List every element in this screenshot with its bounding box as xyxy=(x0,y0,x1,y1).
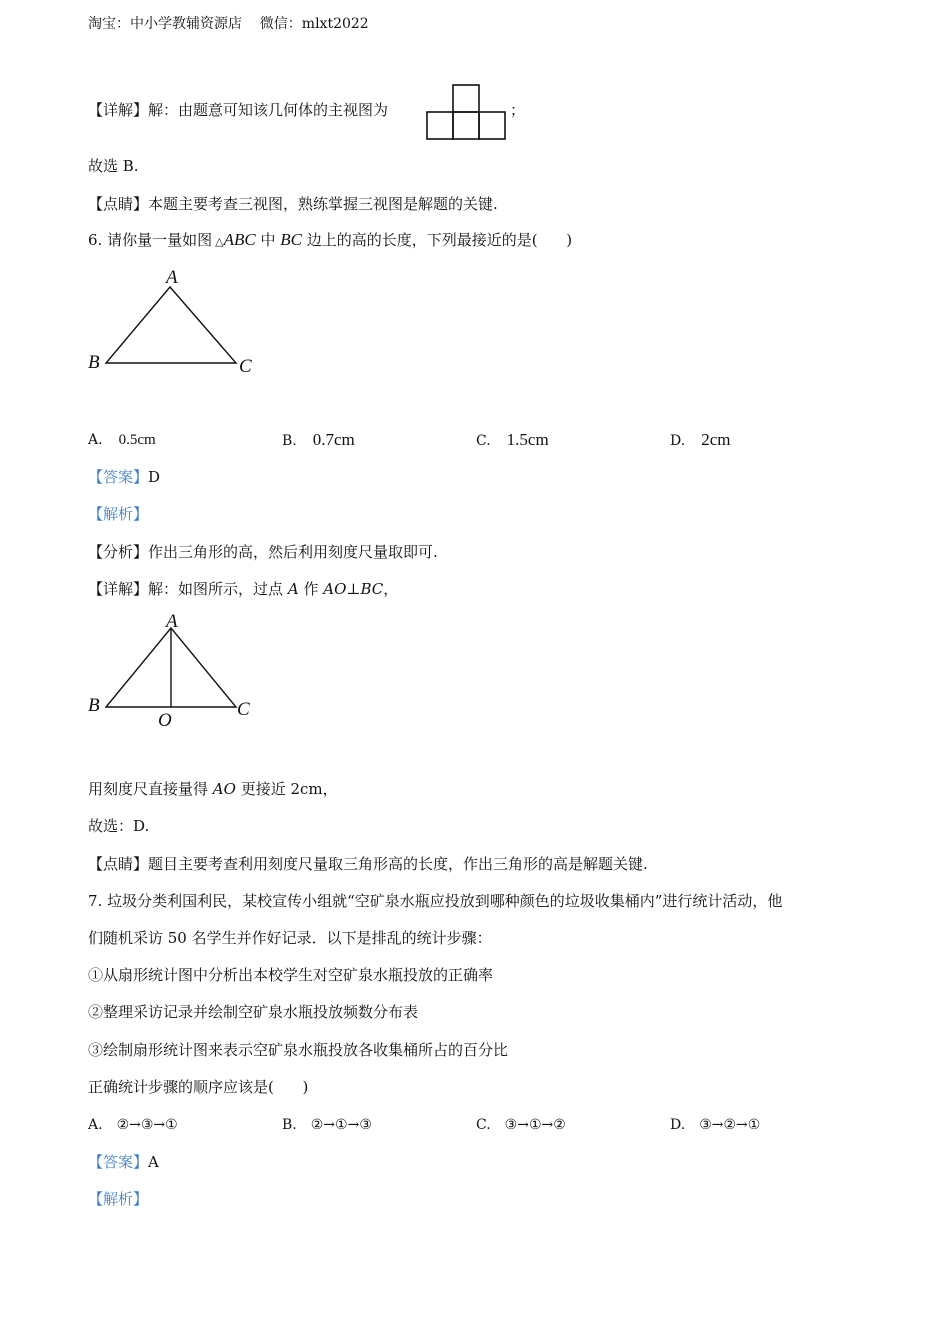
q7-option-d-letter: D. xyxy=(670,1117,686,1133)
q6-option-d[interactable] xyxy=(670,430,730,451)
q6-detail-label: 【详解】 xyxy=(88,580,149,598)
q7-option-b[interactable] xyxy=(282,1115,372,1135)
prev-conclusion: 故选 B. xyxy=(88,157,139,175)
prev-detail-label: 【详解】 xyxy=(88,101,149,119)
triangle-abc-figure xyxy=(84,262,264,382)
front-view-bottom-right xyxy=(479,112,505,139)
q6-analysis-label: 【解析】 xyxy=(88,505,149,523)
q7-option-a-value: ②→③→① xyxy=(116,1117,178,1133)
prev-detail-end: ； xyxy=(510,101,526,119)
q6-measure-a: 用刻度尺直接量得 xyxy=(88,780,209,798)
vertex-c-label-2: C xyxy=(237,699,250,720)
q6-stem xyxy=(88,230,572,252)
q6-number: 6. xyxy=(88,231,103,249)
q6-option-c-value: 1.5cm xyxy=(506,430,549,449)
vertex-c-label: C xyxy=(239,356,252,377)
q7-line1: 7. 垃圾分类利国利民，某校宣传小组就“空矿泉水瓶应投放到哪种颜色的垃圾收集桶内”进行统计活动，他 xyxy=(88,892,783,910)
q7-answer-value: A xyxy=(148,1153,159,1171)
prev-comment xyxy=(88,194,498,214)
q6-bc: BC xyxy=(280,230,302,249)
q6-comment-label: 【点睛】 xyxy=(88,855,149,873)
q7-question: 正确统计步骤的顺序应该是( ) xyxy=(88,1078,309,1096)
q6-detail-pt: A xyxy=(287,580,299,598)
q6-option-b[interactable] xyxy=(282,430,355,451)
foot-o-label: O xyxy=(158,710,172,731)
q7-analysis-label: 【解析】 xyxy=(88,1190,149,1208)
q6-comment xyxy=(88,854,648,874)
q6-detail-bc: BC xyxy=(360,580,384,598)
q7-step2: ②整理采访记录并绘制空矿泉水瓶投放频数分布表 xyxy=(88,1003,419,1021)
q6-detail-c: ， xyxy=(383,580,399,598)
vertex-b-label-2: B xyxy=(88,695,100,716)
q7-option-d[interactable] xyxy=(670,1115,760,1135)
q6-detail-perp: ⊥ xyxy=(346,580,361,598)
q6-option-b-value: 0.7cm xyxy=(312,430,355,449)
prev-detail xyxy=(88,100,388,120)
q6-answer-value: D xyxy=(148,468,161,486)
q6-answer-label: 【答案】 xyxy=(88,468,149,486)
q7-step1: ①从扇形统计图中分析出本校学生对空矿泉水瓶投放的正确率 xyxy=(88,966,494,984)
q6-option-a-letter: A. xyxy=(88,432,103,448)
vertex-a-label: A xyxy=(166,267,178,288)
front-view-top-square xyxy=(453,85,479,112)
q7-option-c-value: ③→①→② xyxy=(504,1117,566,1133)
q6-option-c-letter: C. xyxy=(476,433,491,449)
q7-option-a[interactable] xyxy=(88,1115,178,1135)
q6-detail-b: 作 xyxy=(303,580,319,598)
triangle-abc xyxy=(106,287,236,363)
q6-measure-b: 更接近 2cm， xyxy=(240,780,338,798)
q6-option-a-value: 0.5cm xyxy=(118,432,156,448)
q6-stem-mid: 中 xyxy=(260,231,276,249)
q6-fenxi-label: 【分析】 xyxy=(88,543,149,561)
vertex-a-label-2: A xyxy=(166,611,178,632)
q6-detail-ao: AO xyxy=(323,580,347,598)
q6-option-a[interactable] xyxy=(88,430,156,450)
prev-comment-text: 本题主要考查三视图，熟练掌握三视图是解题的关键. xyxy=(148,195,498,213)
q6-conclusion: 故选：D. xyxy=(88,817,150,835)
q6-option-d-letter: D. xyxy=(670,433,686,449)
page-header: 淘宝：中小学教辅资源店 微信：mlxt2022 xyxy=(88,16,369,32)
prev-comment-label: 【点睛】 xyxy=(88,195,149,213)
q7-option-a-letter: A. xyxy=(88,1117,103,1133)
q7-step3: ③绘制扇形统计图来表示空矿泉水瓶投放各收集桶所占的百分比 xyxy=(88,1041,509,1059)
q6-option-c[interactable] xyxy=(476,430,549,451)
q6-option-d-value: 2cm xyxy=(701,430,731,449)
q7-option-c-letter: C. xyxy=(476,1117,491,1133)
q6-option-b-letter: B. xyxy=(282,433,297,449)
q6-detail-a: 解：如图所示，过点 xyxy=(148,580,284,598)
q6-measure-ao: AO xyxy=(212,780,236,798)
q6-answer xyxy=(88,467,160,487)
q7-option-d-value: ③→②→① xyxy=(699,1117,761,1133)
q7-answer xyxy=(88,1152,159,1172)
front-view-bottom-middle xyxy=(453,112,479,139)
q6-fenxi-text: 作出三角形的高，然后利用刻度尺量取即可. xyxy=(148,543,438,561)
q7-option-b-value: ②→①→③ xyxy=(310,1117,372,1133)
q6-measure xyxy=(88,779,338,799)
front-view-figure xyxy=(424,84,508,142)
q6-stem-b: 边上的高的长度，下列最接近的是( ) xyxy=(306,231,573,249)
q7-answer-label: 【答案】 xyxy=(88,1153,149,1171)
triangle-symbol: △ xyxy=(215,235,224,248)
q6-stem-a: 请你量一量如图 xyxy=(107,231,213,249)
q6-detail xyxy=(88,579,398,599)
front-view-bottom-left xyxy=(427,112,453,139)
q6-comment-text: 题目主要考查利用刻度尺量取三角形高的长度，作出三角形的高是解题关键. xyxy=(148,855,648,873)
q6-abc: ABC xyxy=(223,230,256,249)
triangle-abc-height-figure xyxy=(84,608,264,736)
vertex-b-label: B xyxy=(88,352,100,373)
q7-option-b-letter: B. xyxy=(282,1117,297,1133)
q7-line2: 们随机采访 50 名学生并作好记录．以下是排乱的统计步骤： xyxy=(88,929,492,947)
q6-fenxi xyxy=(88,542,438,562)
q7-option-c[interactable] xyxy=(476,1115,566,1135)
prev-detail-text: 解：由题意可知该几何体的主视图为 xyxy=(148,101,389,119)
